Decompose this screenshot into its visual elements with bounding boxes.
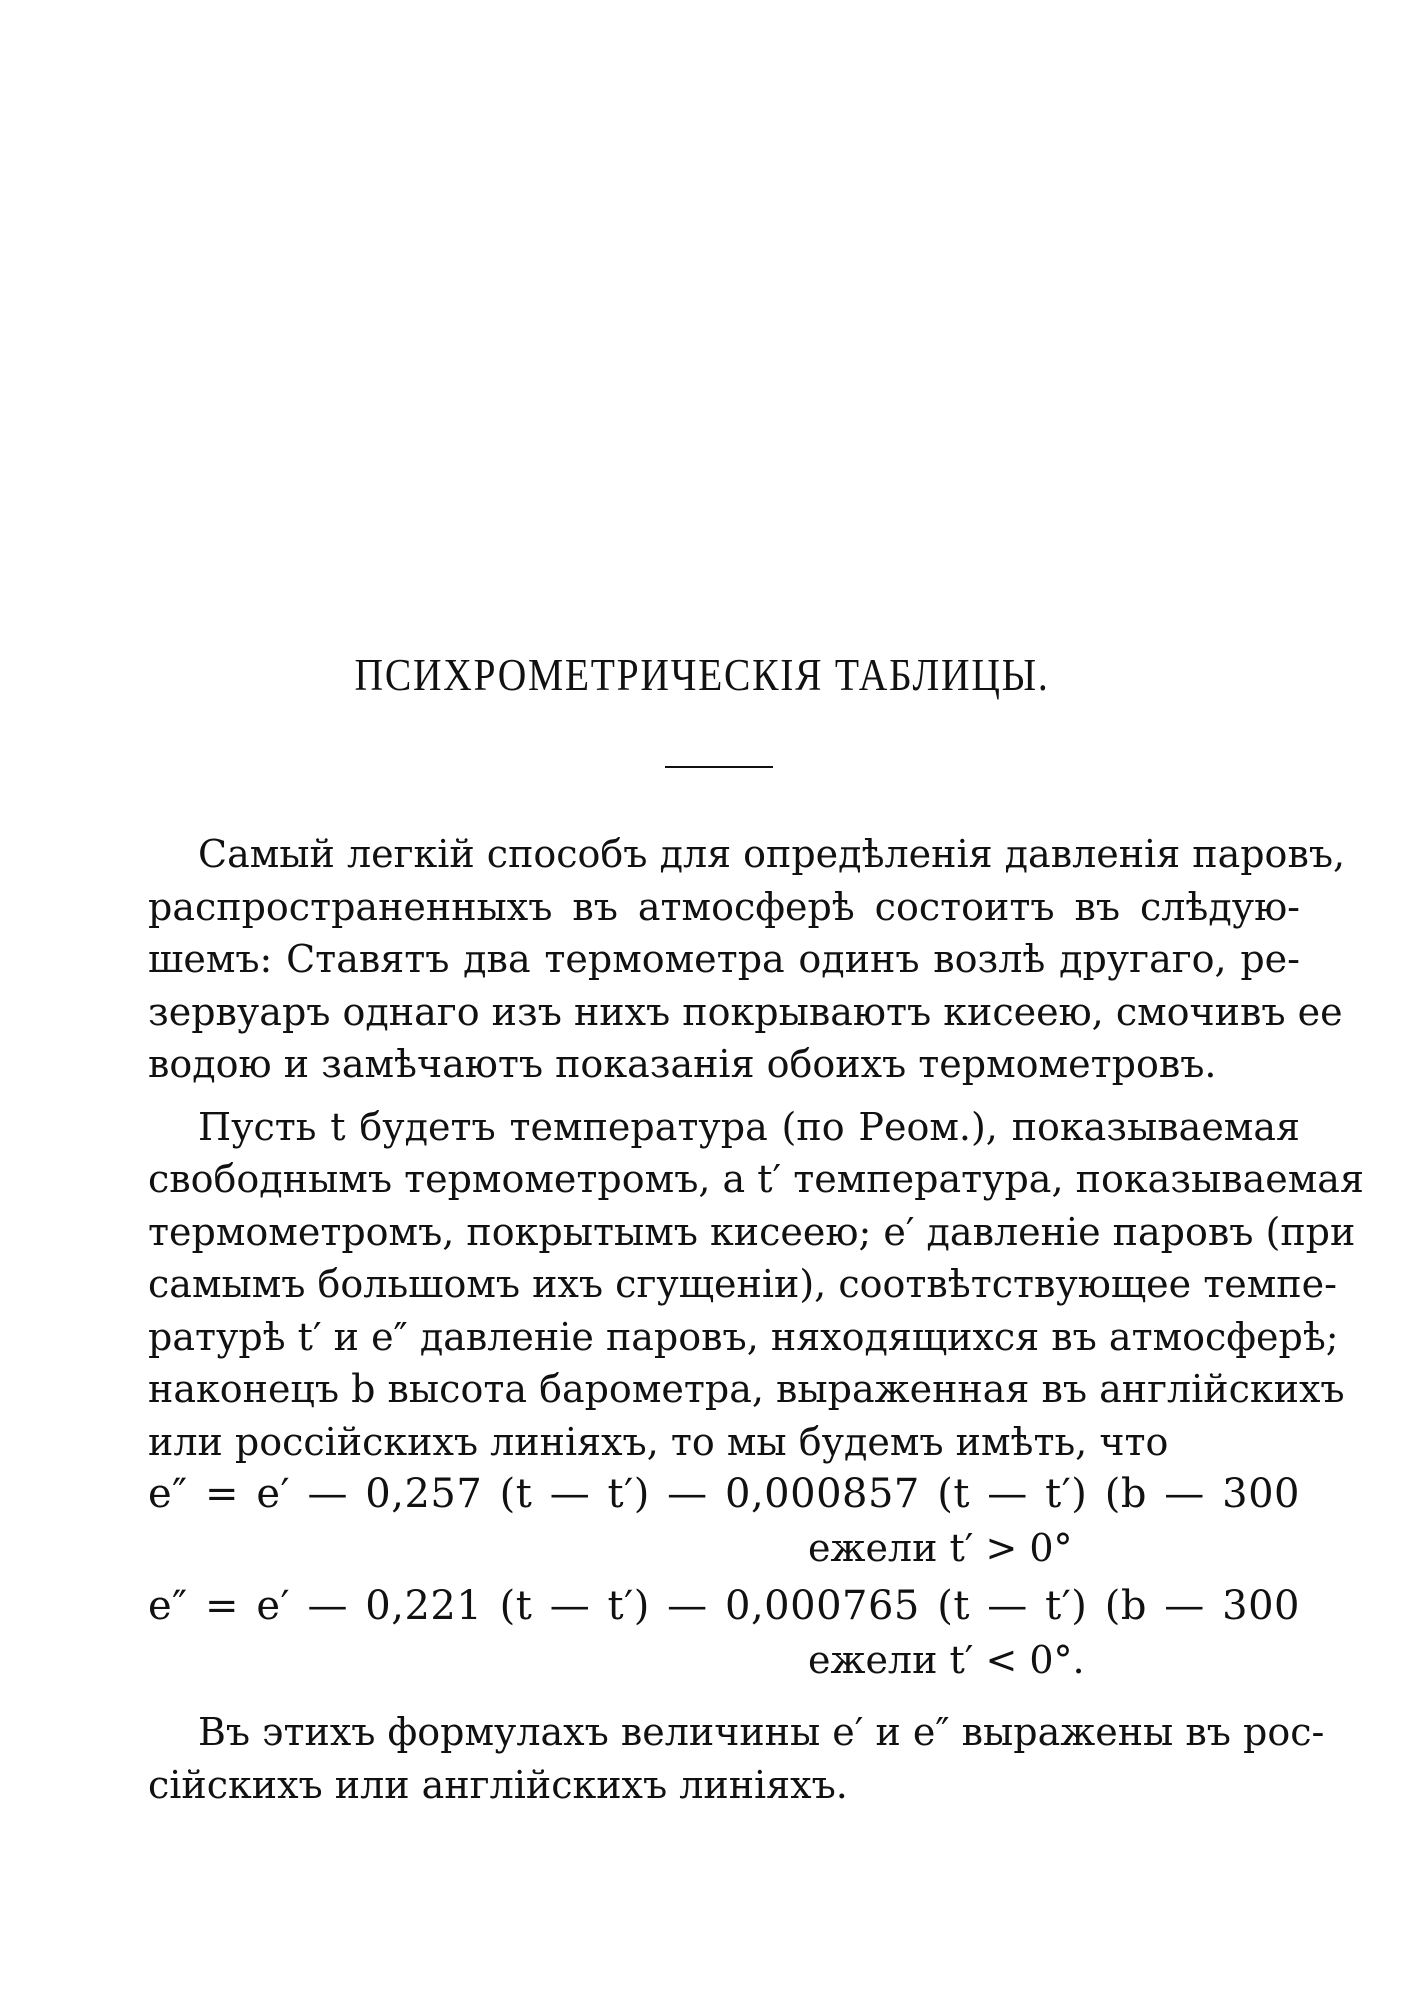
text-line: водою и замѣчаютъ показанія обоихъ термометровъ. [148, 1042, 1217, 1086]
text-line: сійскихъ или англійскихъ линіяхъ. [148, 1762, 848, 1807]
text-line: ратурѣ t′ и e″ давленіе паровъ, няходящихся въ атмосферѣ; [148, 1314, 1339, 1359]
page-title: ПСИХРОМЕТРИЧЕСКІЯ ТАБЛИЦЫ. [354, 649, 1050, 700]
text-line: самымъ большомъ ихъ сгущеніи), соотвѣтствующее темпе- [148, 1262, 1337, 1306]
text-line: наконецъ b высота барометра, выраженная въ англійскихъ [148, 1367, 1345, 1411]
paragraph-gap [148, 1692, 1300, 1706]
text-line: Въ этихъ формулахъ величины e′ и e″ выражены въ рос- [198, 1710, 1325, 1754]
text-line: зервуаръ однаго изъ нихъ покрываютъ кисеею, смочивъ ее [148, 989, 1343, 1034]
formula-condition: ежели t′ < 0°. [808, 1638, 1085, 1682]
text-line: шемъ: Ставятъ два термометра одинъ возлѣ другаго, ре- [148, 937, 1300, 981]
text-line: распространенныхъ въ атмосферѣ состоитъ въ слѣдую- [148, 884, 1300, 929]
paragraph-gap [148, 1091, 1300, 1101]
text-line: или россійскихъ линіяхъ, то мы будемъ имѣть, что [148, 1419, 1169, 1464]
text-line: Самый легкій способъ для опредѣленія давленія паровъ, [198, 832, 1346, 876]
document-body [148, 828, 1364, 1811]
text-line: Пусть t будетъ температура (по Реом.), показываемая [198, 1104, 1300, 1149]
title-divider [665, 766, 773, 768]
formula-condition: ежели t′ > 0° [808, 1526, 1073, 1570]
text-line: свободнымъ термометромъ, а t′ температура, показываемая [148, 1157, 1364, 1201]
paragraph-definitions [148, 1101, 1364, 1469]
formula-above-zero: e″ = e′ — 0,257 (t — t′) — 0,000857 (t — t′) (b — 300 [148, 1471, 1300, 1517]
paragraph-method [148, 828, 1346, 1091]
text-line: термометромъ, покрытымъ кисеею; e′ давленіе паровъ (при [148, 1209, 1356, 1254]
paragraph-units [148, 1706, 1325, 1811]
formula-block [148, 1468, 1300, 1692]
formula-below-zero: e″ = e′ — 0,221 (t — t′) — 0,000765 (t — t′) (b — 300 [148, 1583, 1300, 1629]
